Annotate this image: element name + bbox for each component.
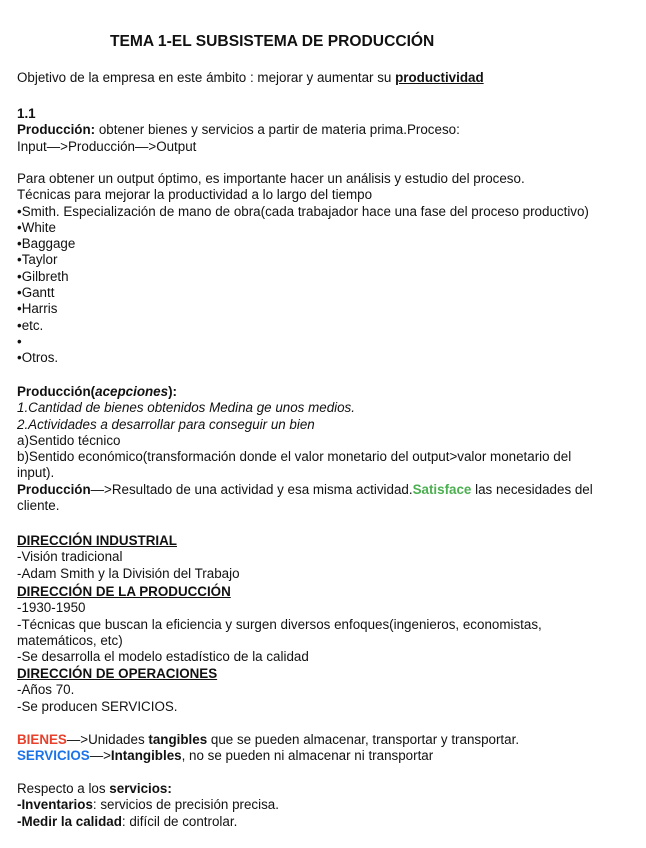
techniques-intro-2: Técnicas para mejorar la productividad a lo largo del tiempo: [17, 187, 373, 203]
servicios-intro: Respecto a los servicios:: [17, 781, 172, 796]
technique-item: •White: [17, 219, 56, 235]
list-item: -Años 70.: [17, 682, 75, 698]
servicios-label: SERVICIOS: [17, 748, 90, 764]
process-line: Input—>Producción—>Output: [17, 138, 197, 154]
objective-text: Objetivo de la empresa en este ámbito : mejorar y aumentar su: [17, 70, 396, 85]
list-item: -Técnicas que buscan la eficiencia y surgen diversos enfoques(ingenieros, economistas, matemáticos, etc): [17, 616, 542, 648]
acepcion-2: 2.Actividades a desarrollar para conseguir un bien: [17, 416, 315, 432]
servicios-line: SERVICIOS—>Intangibles, no se pueden ni almacenar ni transportar: [17, 748, 434, 764]
direccion-operaciones-heading: DIRECCIÓN DE OPERACIONES: [17, 666, 218, 681]
technique-item: •Smith. Especialización de mano de obra(cada trabajador hace una fase del proceso productivo): [17, 203, 589, 219]
technique-item: •Otros.: [17, 350, 59, 366]
objective-keyword: productividad: [395, 70, 484, 85]
objective-line: [17, 70, 629, 86]
direccion-industrial-heading: DIRECCIÓN INDUSTRIAL: [17, 533, 177, 548]
acepcion-1: 1.Cantidad de bienes obtenidos Medina ge unos medios.: [17, 400, 355, 416]
bienes-line: BIENES—>Unidades tangibles que se pueden almacenar, transportar y transportar.: [17, 732, 520, 747]
list-item: -Adam Smith y la División del Trabajo: [17, 565, 240, 581]
technique-item: •Baggage: [17, 236, 76, 252]
technique-item: •Gantt: [17, 285, 55, 301]
bienes-servicios: [17, 732, 629, 765]
produccion-definition: Producción—>Resultado de una actividad y esa misma actividad.Satisface las necesidades del cliente.: [17, 481, 593, 514]
section-1-1: [17, 106, 629, 155]
satisface-keyword: Satisface: [412, 481, 472, 497]
direccion-industrial: [17, 533, 629, 582]
servicios-section: [17, 781, 629, 830]
acepciones-section: [17, 384, 629, 514]
technique-item: •Taylor: [17, 252, 58, 268]
inventarios-item: -Inventarios: servicios de precisión precisa.: [17, 797, 279, 813]
medir-calidad-item: -Medir la calidad: difícil de controlar.: [17, 813, 238, 829]
sentido-tecnico: a)Sentido técnico: [17, 432, 121, 448]
sentido-economico: b)Sentido económico(transformación donde el valor monetario del output>valor monetario del input).: [17, 449, 572, 481]
bienes-label: BIENES: [17, 732, 67, 747]
list-item: -1930-1950: [17, 600, 86, 616]
direccion-produccion-heading: DIRECCIÓN DE LA PRODUCCIÓN: [17, 584, 231, 599]
list-item: -Se desarrolla el modelo estadístico de la calidad: [17, 649, 309, 665]
technique-item: •etc.: [17, 317, 44, 333]
technique-item: •: [17, 333, 22, 349]
page-title: TEMA 1-EL SUBSISTEMA DE PRODUCCIÓN: [110, 33, 435, 50]
section-number: 1.1: [17, 106, 36, 121]
acepciones-heading: Producción(acepciones):: [17, 384, 177, 399]
technique-item: •Harris: [17, 301, 58, 317]
direccion-produccion: [17, 584, 629, 665]
direccion-operaciones: [17, 666, 629, 715]
techniques-section: [17, 171, 629, 367]
techniques-intro-1: Para obtener un output óptimo, es importante hacer un análisis y estudio del proceso.: [17, 171, 525, 186]
list-item: -Se producen SERVICIOS.: [17, 698, 178, 714]
production-text: obtener bienes y servicios a partir de materia prima.Proceso:: [95, 122, 460, 138]
list-item: -Visión tradicional: [17, 549, 123, 565]
technique-item: •Gilbreth: [17, 268, 69, 284]
production-label: Producción:: [17, 122, 96, 138]
